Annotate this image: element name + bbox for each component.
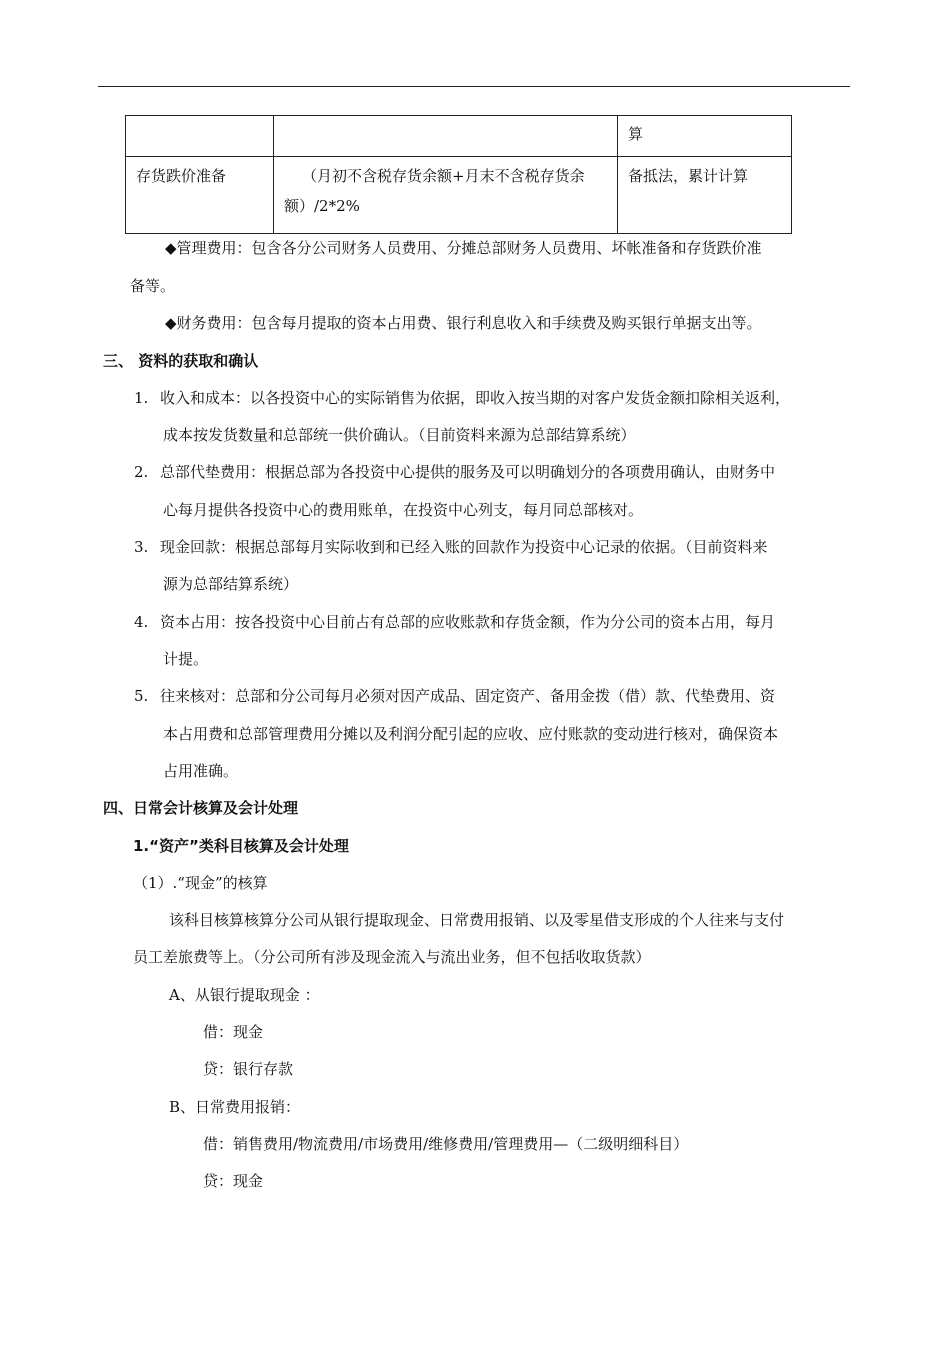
table-cell: 存货跌价准备 (126, 157, 274, 234)
expense-table (125, 115, 792, 234)
credit-entry: 贷：银行存款 (203, 1060, 294, 1078)
table-cell: （月初不含税存货余额+月末不含税存货余 额）/2*2% (274, 157, 618, 234)
list-item: 4. 资本占用：按各投资中心目前占有总部的应收账款和存货金额，作为分公司的资本占用，每月 (134, 613, 776, 631)
debit-entry: 借：现金 (203, 1023, 264, 1041)
table-cell: 备抵法，累计计算 (618, 157, 792, 234)
section-heading: 三、 资料的获取和确认 (103, 352, 259, 370)
header-rule (98, 86, 850, 87)
list-item-cont: 占用准确。 (163, 762, 239, 780)
finance-expense-bullet: ◆财务费用：包含每月提取的资本占用费、银行利息收入和手续费及购买银行单据支出等。 (165, 314, 762, 332)
table-cell: 算 (618, 116, 792, 157)
list-item-cont: 计提。 (163, 650, 209, 668)
table-row (126, 116, 792, 157)
list-item-cont: 心每月提供各投资中心的费用账单，在投资中心列支，每月同总部核对。 (163, 501, 644, 519)
list-item: 1. 收入和成本：以各投资中心的实际销售为依据，即收入按当期的对客户发货金额扣除相关返利， (134, 389, 791, 407)
entry-title: B、日常费用报销： (169, 1098, 301, 1116)
admin-expense-bullet-cont: 备等。 (130, 277, 176, 295)
admin-expense-bullet: ◆管理费用：包含各分公司财务人员费用、分摊总部财务人员费用、坏帐准备和存货跌价准 (165, 239, 762, 257)
list-item-cont: 本占用费和总部管理费用分摊以及利润分配引起的应收、应付账款的变动进行核对，确保资本 (163, 725, 779, 743)
entry-title: A、从银行提取现金 ： (169, 986, 320, 1004)
paragraph-cont: 员工差旅费等上。（分公司所有涉及现金流入与流出业务，但不包括收取货款） (133, 948, 651, 966)
paragraph: 该科目核算核算分公司从银行提取现金、日常费用报销、以及零星借支形成的个人往来与支付 (169, 911, 785, 929)
credit-entry: 贷：现金 (203, 1172, 264, 1190)
subsection-heading: 1.“资产”类科目核算及会计处理 (133, 837, 349, 855)
list-item-cont: 源为总部结算系统） (163, 575, 299, 593)
list-item-cont: 成本按发货数量和总部统一供价确认。（目前资料来源为总部结算系统） (163, 426, 636, 444)
sub-subsection-heading: （1）.“现金”的核算 (133, 874, 268, 892)
list-item: 5. 往来核对：总部和分公司每月必须对因产成品、固定资产、备用金拨（借）款、代垫费用、资 (134, 687, 776, 705)
list-item: 3. 现金回款：根据总部每月实际收到和已经入账的回款作为投资中心记录的依据。（目前资料来 (134, 538, 768, 556)
list-item: 2. 总部代垫费用：根据总部为各投资中心提供的服务及可以明确划分的各项费用确认，由财务中 (134, 463, 776, 481)
section-heading: 四、日常会计核算及会计处理 (103, 799, 299, 817)
debit-entry: 借：销售费用/物流费用/市场费用/维修费用/管理费用—（二级明细科目） (203, 1135, 689, 1153)
table-cell (274, 116, 618, 157)
table-row (126, 157, 792, 234)
table-cell (126, 116, 274, 157)
